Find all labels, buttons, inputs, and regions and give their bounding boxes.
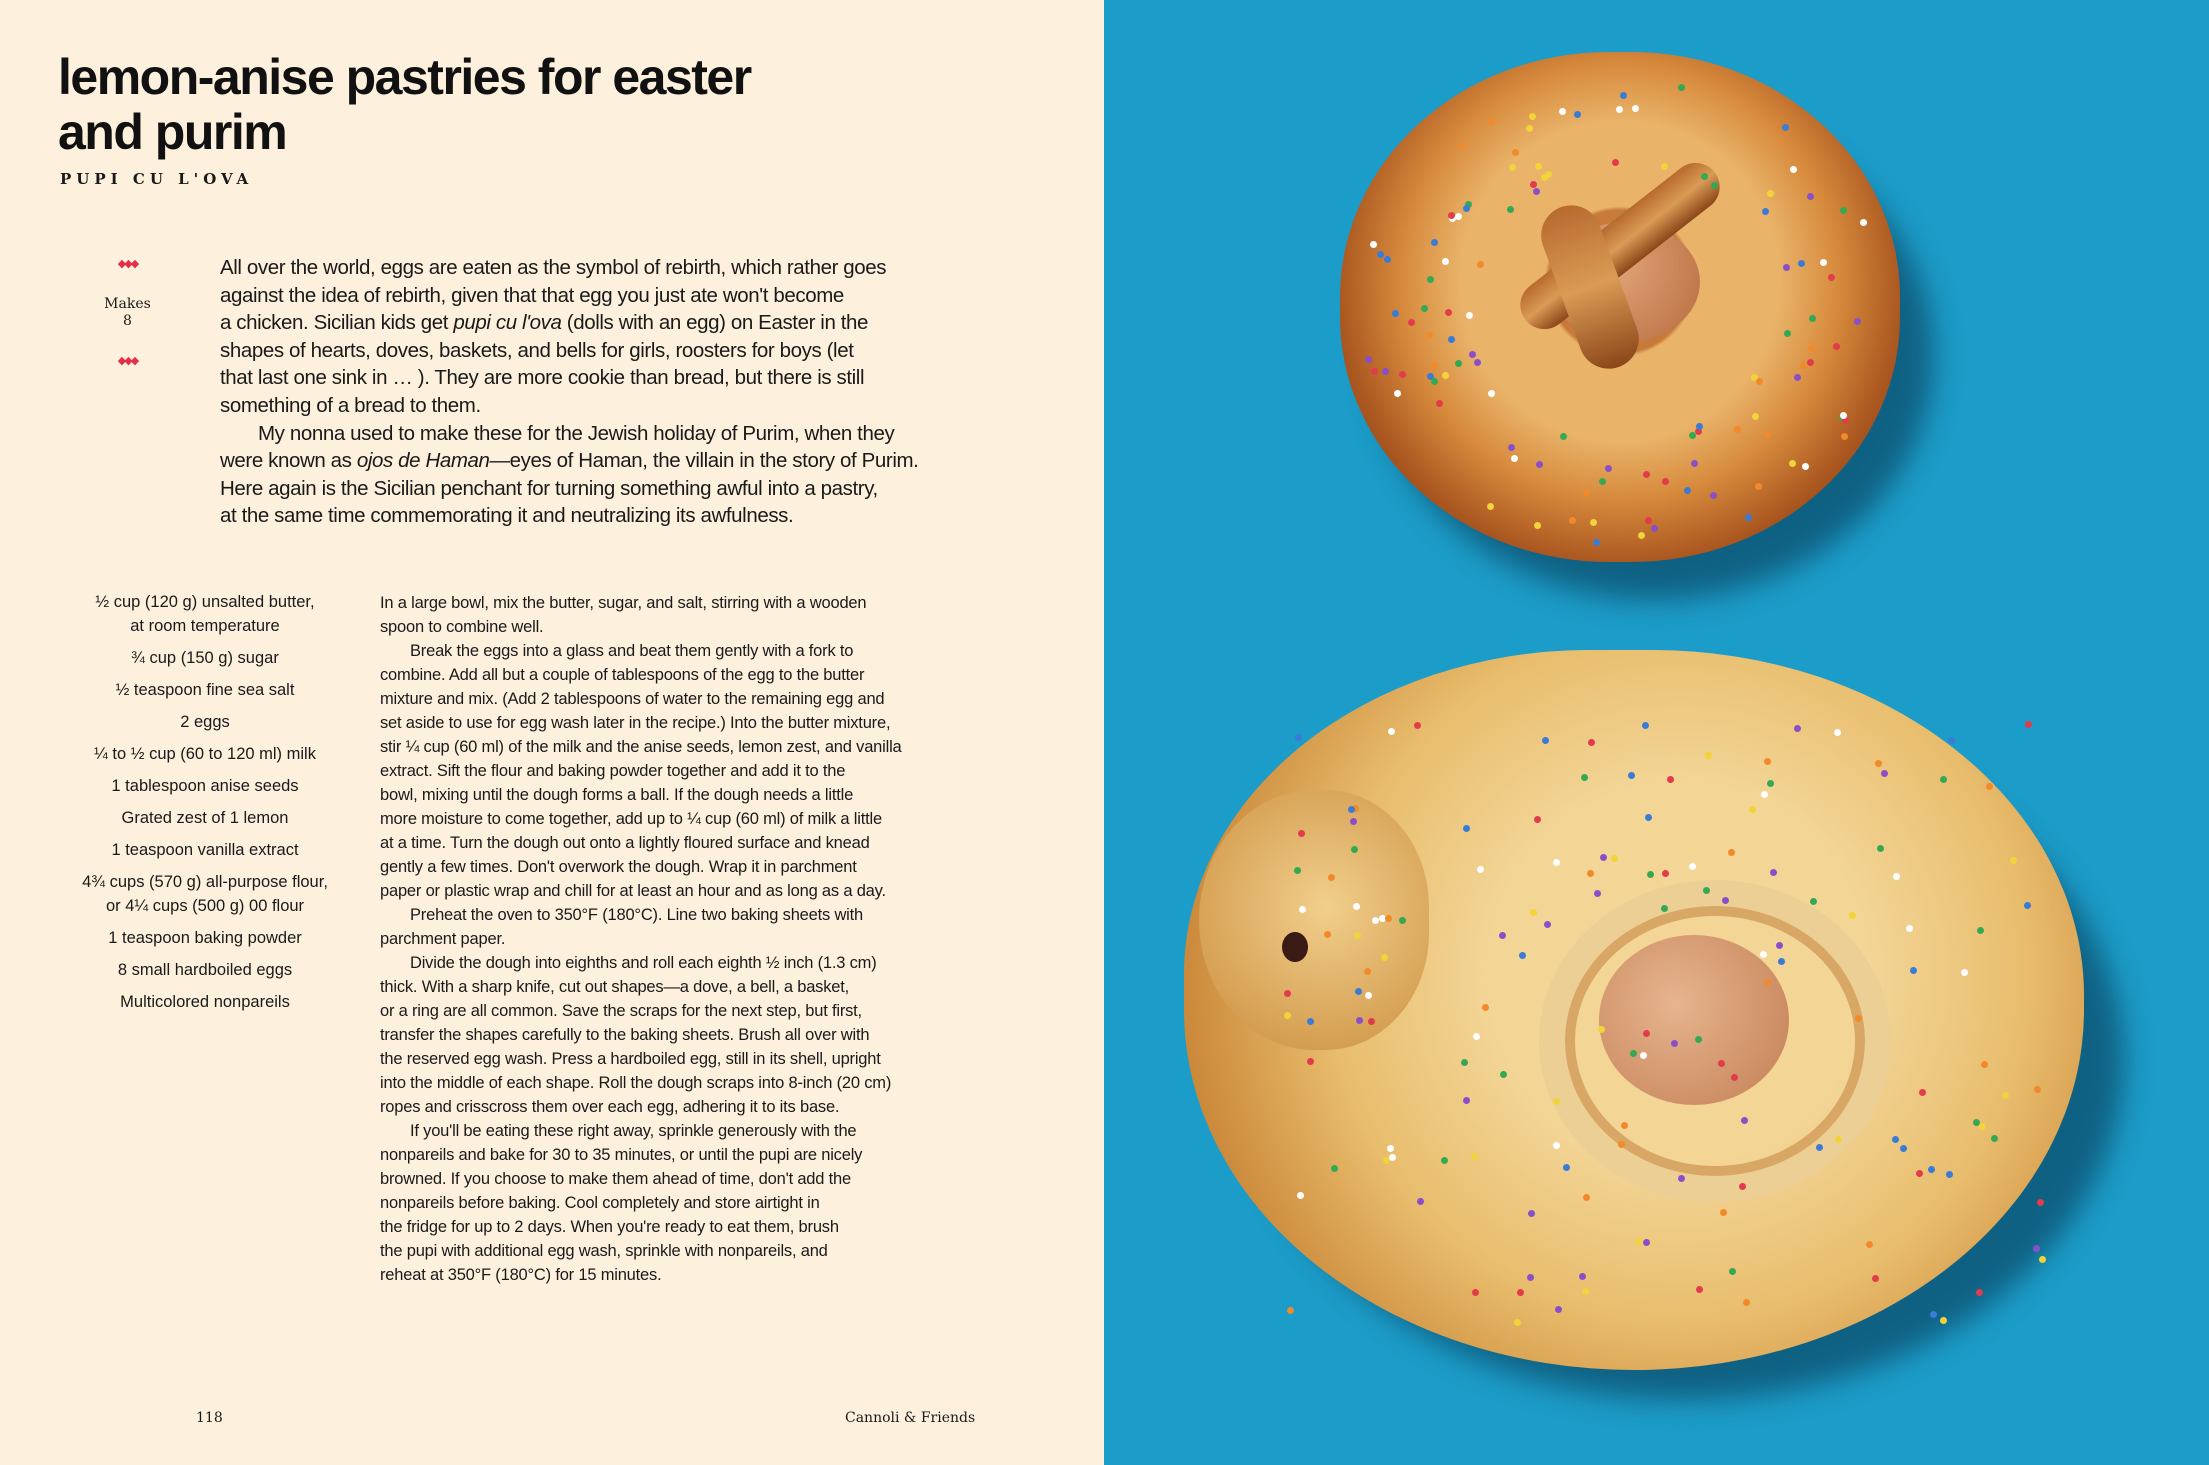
ingredient-line: 1 teaspoon baking powder — [108, 929, 302, 947]
sprinkle — [1789, 460, 1796, 467]
method-line: ropes and crisscross them over each egg, adhering it to its base. — [380, 1098, 840, 1116]
sprinkle — [1528, 1210, 1535, 1217]
sprinkle — [1529, 113, 1536, 120]
ingredient-item — [60, 990, 350, 1014]
ingredient-line: 8 small hardboiled eggs — [117, 961, 293, 979]
egg-in-pastry — [1599, 935, 1789, 1105]
method-line: stir ¼ cup (60 ml) of the milk and the anise seeds, lemon zest, and vanilla — [380, 738, 902, 756]
method-text — [380, 591, 902, 1287]
ingredient-line: ¾ cup (150 g) sugar — [131, 649, 279, 667]
method-line: bowl, mixing until the dough forms a ball. If the dough needs a little — [380, 786, 854, 804]
sprinkle — [1661, 905, 1668, 912]
sprinkle — [1784, 330, 1791, 337]
recipe-page — [0, 0, 1104, 1465]
method-line: the fridge for up to 2 days. When you're ready to eat them, brush — [380, 1218, 839, 1236]
sprinkle — [1583, 489, 1590, 496]
ingredient-item — [60, 710, 350, 734]
sprinkle — [1542, 737, 1549, 744]
sprinkle — [1752, 413, 1759, 420]
sprinkle — [1790, 166, 1797, 173]
text-run: My nonna used to make these for the Jewish holiday of Purim, when they — [258, 421, 895, 445]
ingredient-item — [60, 838, 350, 862]
method-line: the pupi with additional egg wash, sprinkle with nonpareils, and — [380, 1242, 828, 1260]
sprinkle — [1948, 737, 1955, 744]
sprinkle — [1671, 1040, 1678, 1047]
sprinkle — [1946, 1171, 1953, 1178]
ingredient-line: at room temperature — [130, 617, 280, 635]
sprinkle — [1794, 374, 1801, 381]
method-line: In a large bowl, mix the butter, sugar, and salt, stirring with a wooden — [380, 594, 867, 612]
diamond-ornament-icon: ◆◆◆ — [117, 354, 138, 367]
sprinkle — [1307, 1018, 1314, 1025]
sprinkle — [1536, 461, 1543, 468]
yield-count: 8 — [123, 313, 132, 329]
text-run: shapes of hearts, doves, baskets, and bells for girls, roosters for boys (let — [220, 338, 854, 362]
sprinkle — [1906, 925, 1913, 932]
sprinkle — [1353, 903, 1360, 910]
title-line: lemon-anise pastries for easter — [58, 49, 751, 105]
sprinkle — [1630, 1050, 1637, 1057]
method-line: at a time. Turn the dough out onto a lightly floured surface and knead — [380, 834, 870, 852]
sprinkle — [1834, 729, 1841, 736]
sprinkle — [1436, 400, 1443, 407]
ingredient-item — [60, 742, 350, 766]
sprinkle — [1535, 163, 1542, 170]
ingredient-line: or 4¼ cups (500 g) 00 flour — [105, 897, 305, 915]
sprinkle — [1587, 870, 1594, 877]
method-line: or a ring are all common. Save the scraps for the next step, but first, — [380, 1002, 862, 1020]
method-line: gently a few times. Don't overwork the dough. Wrap it in parchment — [380, 858, 857, 876]
text-run: (dolls with an egg) on Easter in the — [561, 311, 869, 335]
sprinkle — [1638, 532, 1645, 539]
sprinkle — [1778, 958, 1785, 965]
sprinkle — [1421, 305, 1428, 312]
text-run: against the idea of rebirth, given that that egg you just ate won't become — [220, 283, 844, 307]
sprinkle — [1365, 356, 1372, 363]
sprinkle — [1828, 274, 1835, 281]
sprinkle — [1417, 1198, 1424, 1205]
method-line: browned. If you choose to make them ahead of time, don't add the — [380, 1170, 851, 1188]
text-run: at the same time commemorating it and neutralizing its awfulness. — [220, 504, 794, 528]
text-run: a chicken. Sicilian kids get — [220, 311, 454, 335]
sprinkle — [1399, 371, 1406, 378]
sprinkle — [1696, 1286, 1703, 1293]
sprinkle — [1770, 869, 1777, 876]
sprinkle — [1368, 1018, 1375, 1025]
sprinkle — [1764, 758, 1771, 765]
sprinkle — [2002, 1092, 2009, 1099]
sprinkle — [1499, 932, 1506, 939]
sprinkle — [1833, 343, 1840, 350]
sprinkle — [1519, 952, 1526, 959]
ingredient-line: 2 eggs — [180, 713, 230, 731]
sprinkle — [1324, 931, 1331, 938]
ingredient-line: 1 teaspoon vanilla extract — [111, 841, 299, 859]
sprinkle — [1643, 471, 1650, 478]
recipe-subtitle: PUPI CU L'OVA — [60, 170, 254, 188]
sprinkle — [2034, 1086, 2041, 1093]
sprinkle — [1798, 260, 1805, 267]
ingredient-line: Grated zest of 1 lemon — [121, 809, 289, 827]
text-run: something of a bread to them. — [220, 393, 481, 417]
sprinkle — [1463, 205, 1470, 212]
sprinkle — [1445, 309, 1452, 316]
italic-term: pupi cu l'ova — [453, 311, 562, 335]
ingredient-list — [60, 590, 350, 1022]
sprinkle — [1581, 774, 1588, 781]
sprinkle — [1645, 517, 1652, 524]
sprinkle — [1364, 968, 1371, 975]
sprinkle — [1916, 1170, 1923, 1177]
method-line: spoon to combine well. — [380, 618, 544, 636]
headnote-line — [220, 392, 918, 420]
ingredient-line: Multicolored nonpareils — [120, 993, 290, 1011]
ingredient-line: ¼ to ½ cup (60 to 120 ml) milk — [94, 745, 316, 763]
text-run: —eyes of Haman, the villain in the story of Purim. — [489, 449, 919, 473]
sprinkle — [1872, 1275, 1879, 1282]
sprinkle — [1749, 806, 1756, 813]
sprinkle — [1463, 825, 1470, 832]
sprinkle — [1527, 1274, 1534, 1281]
sprinkle — [1840, 412, 1847, 419]
sprinkle — [1986, 783, 1993, 790]
sprinkle — [1816, 1144, 1823, 1151]
sprinkle — [1598, 1026, 1605, 1033]
method-line: Break the eggs into a glass and beat them gently with a fork to — [410, 642, 854, 660]
sprinkle — [1514, 1319, 1521, 1326]
headnote-line — [220, 337, 918, 365]
yield-label: Makes — [104, 296, 151, 312]
sprinkle — [1377, 251, 1384, 258]
sprinkle — [1755, 483, 1762, 490]
sprinkle — [1743, 1299, 1750, 1306]
method-line: paper or plastic wrap and chill for at least an hour and as long as a day. — [380, 882, 886, 900]
sprinkle — [1534, 816, 1541, 823]
ingredient-item — [60, 926, 350, 950]
sprinkle — [1372, 917, 1379, 924]
sprinkle — [1370, 241, 1377, 248]
sprinkle — [1875, 760, 1882, 767]
sprinkle — [1511, 455, 1518, 462]
text-run: Here again is the Sicilian penchant for turning something awful into a pastry, — [220, 476, 878, 500]
sprinkle — [1389, 1154, 1396, 1161]
sprinkle — [1555, 1306, 1562, 1313]
sprinkle — [1976, 1289, 1983, 1296]
method-line: nonpareils and bake for 30 to 35 minutes, or until the pupi are nicely — [380, 1146, 863, 1164]
sprinkle — [1696, 423, 1703, 430]
sprinkle — [1900, 1145, 1907, 1152]
ingredient-item — [60, 958, 350, 982]
diamond-ornament-icon: ◆◆◆ — [117, 257, 138, 270]
sprinkle — [1977, 927, 1984, 934]
method-line: transfer the shapes carefully to the baking sheets. Brush all over with — [380, 1026, 870, 1044]
ingredient-item — [60, 678, 350, 702]
sprinkle — [1431, 378, 1438, 385]
headnote-line — [220, 502, 918, 530]
method-line: If you'll be eating these right away, sprinkle generously with the — [410, 1122, 857, 1140]
sprinkle — [1441, 1157, 1448, 1164]
sprinkle — [1807, 359, 1814, 366]
sprinkle — [1767, 780, 1774, 787]
text-run: that last one sink in … ). They are more cookie than bread, but there is still — [220, 366, 865, 390]
ingredient-line: 4¾ cups (570 g) all-purpose flour, — [82, 873, 328, 891]
headnote-line — [220, 254, 918, 282]
sprinkle — [1841, 433, 1848, 440]
sprinkle — [1600, 854, 1607, 861]
sprinkle — [1762, 208, 1769, 215]
sprinkle — [1298, 830, 1305, 837]
method-line: more moisture to come together, add up to ¼ cup (60 ml) of milk a little — [380, 810, 882, 828]
sprinkle — [1348, 806, 1355, 813]
method-line: combine. Add all but a couple of tablespoons of the egg to the butter — [380, 666, 865, 684]
headnote-line — [220, 420, 918, 448]
sprinkle — [1720, 1209, 1727, 1216]
sprinkle — [1711, 182, 1718, 189]
sprinkle — [1701, 173, 1708, 180]
sprinkle — [1756, 378, 1763, 385]
headnote-line — [220, 282, 918, 310]
method-line: Divide the dough into eighths and roll each eighth ½ inch (1.3 cm) — [410, 954, 877, 972]
sprinkle — [1809, 315, 1816, 322]
sprinkle — [1643, 1030, 1650, 1037]
headnote-line — [220, 364, 918, 392]
headnote — [220, 254, 918, 530]
sprinkle — [1488, 118, 1495, 125]
sprinkle — [1574, 111, 1581, 118]
sprinkle — [1810, 898, 1817, 905]
headnote-line — [220, 447, 918, 475]
ingredient-item — [60, 806, 350, 830]
ingredient-item — [60, 646, 350, 670]
method-line: reheat at 350°F (180°C) for 15 minutes. — [380, 1266, 662, 1284]
sprinkle — [1741, 1117, 1748, 1124]
sprinkle — [1371, 368, 1378, 375]
text-run: All over the world, eggs are eaten as the symbol of rebirth, which rather goes — [220, 256, 887, 279]
sprinkle — [1991, 1135, 1998, 1142]
sprinkle — [1287, 1307, 1294, 1314]
sprinkle — [1760, 951, 1767, 958]
sprinkle — [1534, 522, 1541, 529]
ingredient-line: ½ cup (120 g) unsalted butter, — [95, 593, 315, 611]
ingredient-item — [60, 870, 350, 918]
ingredient-item — [60, 590, 350, 638]
rooster-head — [1199, 790, 1429, 1050]
ingredient-item — [60, 774, 350, 798]
title-line: and purim — [58, 104, 287, 160]
sprinkle — [1365, 992, 1372, 999]
sprinkle — [1526, 125, 1533, 132]
sprinkle — [1599, 478, 1606, 485]
method-line: thick. With a sharp knife, cut out shapes—a dove, a bell, a basket, — [380, 978, 850, 996]
italic-term: ojos de Haman — [356, 449, 490, 473]
page-number: 118 — [196, 1410, 223, 1426]
sprinkle — [1611, 855, 1618, 862]
method-line: the reserved egg wash. Press a hardboiled egg, still in its shell, upright — [380, 1050, 881, 1068]
sprinkle — [1739, 1183, 1746, 1190]
running-head: Cannoli & Friends — [845, 1410, 976, 1426]
sprinkle — [1512, 149, 1519, 156]
yield-box — [90, 255, 165, 369]
headnote-line — [220, 475, 918, 503]
sprinkle — [1582, 1288, 1589, 1295]
sprinkle — [1860, 219, 1867, 226]
sprinkle — [1563, 1164, 1570, 1171]
method-line: mixture and mix. (Add 2 tablespoons of water to the remaining egg and — [380, 690, 885, 708]
sprinkle — [1500, 1071, 1507, 1078]
sprinkle — [1731, 1074, 1738, 1081]
sprinkle — [1661, 163, 1668, 170]
sprinkle — [1295, 734, 1302, 741]
method-line: set aside to use for egg wash later in the recipe.) Into the butter mixture, — [380, 714, 891, 732]
sprinkle — [1645, 814, 1652, 821]
method-line: parchment paper. — [380, 930, 506, 948]
sprinkle — [1299, 906, 1306, 913]
pastry-photo — [1104, 0, 2209, 1465]
rooster-eye — [1282, 932, 1308, 962]
method-line: Preheat the oven to 350°F (180°C). Line two baking sheets with — [410, 906, 863, 924]
sprinkle — [1729, 1268, 1736, 1275]
sprinkle — [1559, 108, 1566, 115]
sprinkle — [1979, 1123, 1986, 1130]
sprinkle — [1388, 728, 1395, 735]
sprinkle — [1764, 979, 1771, 986]
sprinkle — [1427, 276, 1434, 283]
sprinkle — [1381, 954, 1388, 961]
sprinkle — [1647, 871, 1654, 878]
sprinkle — [1678, 1175, 1685, 1182]
recipe-title — [58, 50, 751, 160]
sprinkle — [1640, 1052, 1647, 1059]
sprinkle — [1961, 969, 1968, 976]
ingredient-line: ½ teaspoon fine sea salt — [115, 681, 295, 699]
headnote-line — [220, 309, 918, 337]
sprinkle — [1472, 1289, 1479, 1296]
sprinkle — [1835, 1136, 1842, 1143]
ingredient-line: 1 tablespoon anise seeds — [111, 777, 299, 795]
sprinkle — [1919, 1089, 1926, 1096]
sprinkle — [1431, 239, 1438, 246]
text-run: were known as — [220, 449, 357, 473]
sprinkle — [1297, 1192, 1304, 1199]
sprinkle — [1448, 212, 1455, 219]
method-line: into the middle of each shape. Roll the dough scraps into 8-inch (20 cm) — [380, 1074, 892, 1092]
sprinkle — [1642, 722, 1649, 729]
sprinkle — [1354, 932, 1361, 939]
sprinkle — [1509, 164, 1516, 171]
sprinkle — [1530, 181, 1537, 188]
method-line: nonpareils before baking. Cool completely and store airtight in — [380, 1194, 820, 1212]
sprinkle — [2025, 721, 2032, 728]
sprinkle — [1628, 772, 1635, 779]
sprinkle — [2039, 1256, 2046, 1263]
method-line: extract. Sift the flour and baking powder together and add it to the — [380, 762, 846, 780]
